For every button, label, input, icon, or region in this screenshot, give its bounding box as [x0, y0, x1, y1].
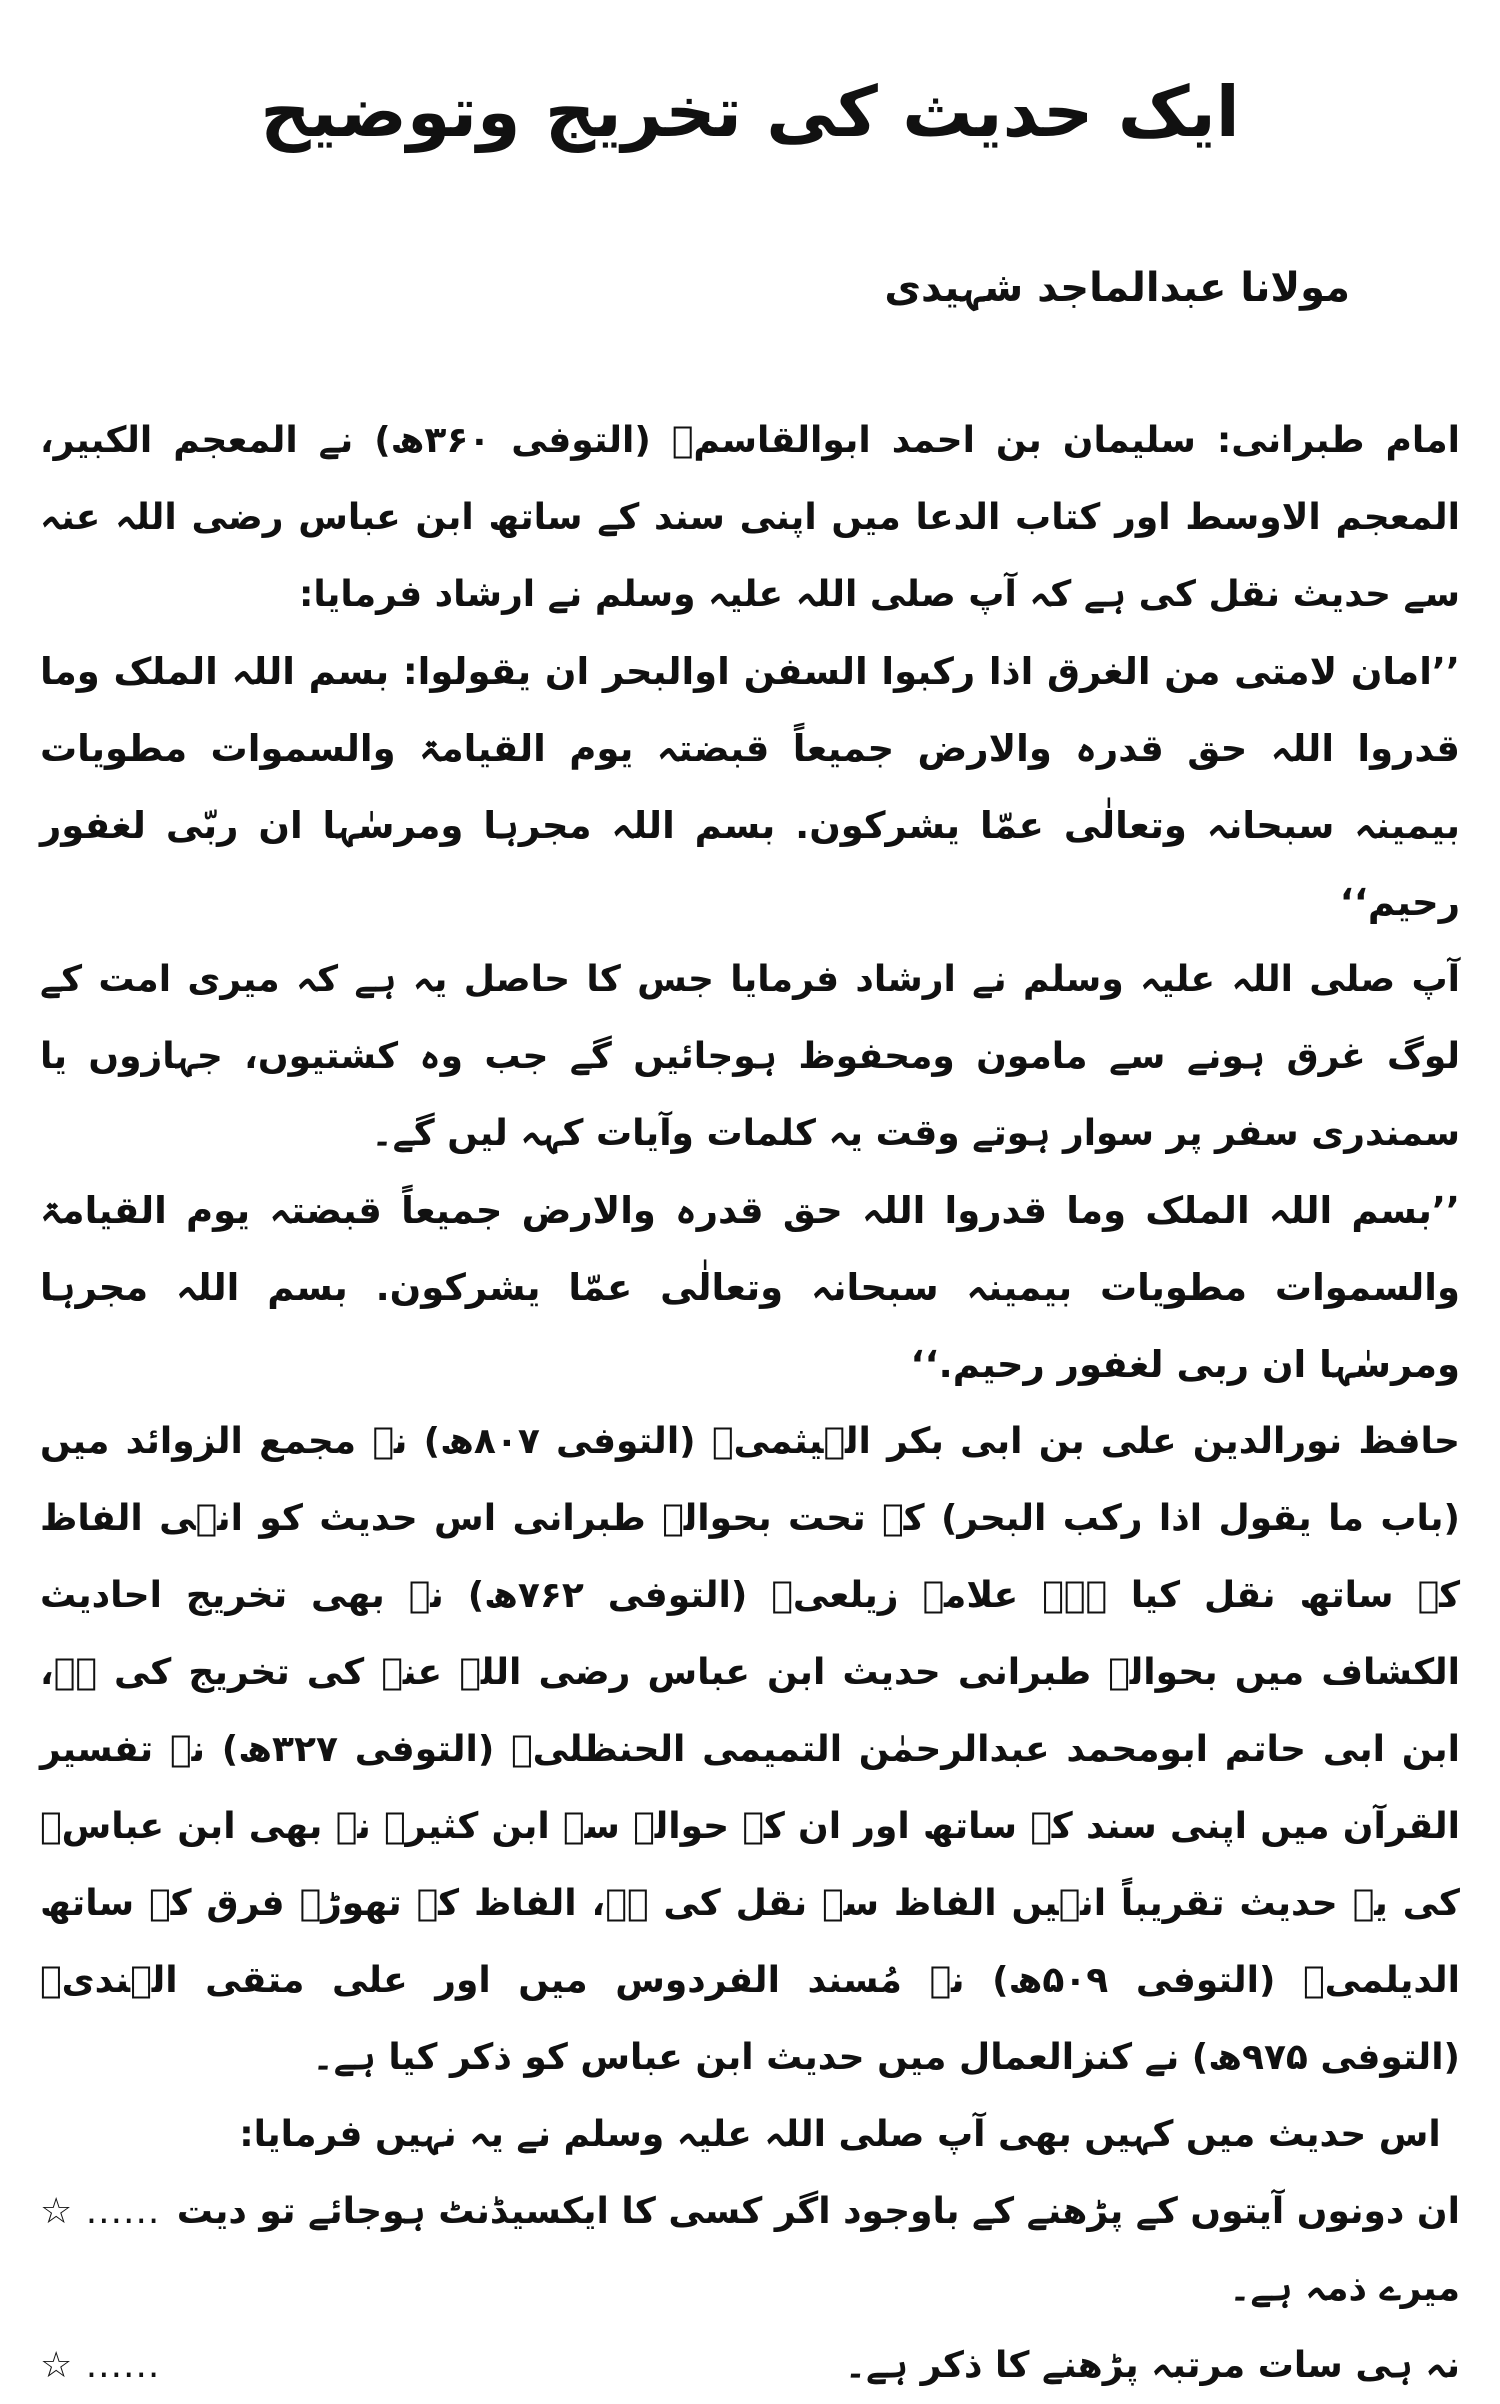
list-item	[40, 2327, 1460, 2404]
verses-arabic-text: ’’بسم اللہ الملک وما قدروا اللہ حق قدرہ والارض جمیعاً قبضتہ یوم القیامۃ والسموات مطویات بیمینہ سبحانہ وتعالٰی عمّا یشرکون. بسم اللہ مجرہا ومرسٰہا ان ربی لغفور رحیم.‘‘	[40, 1189, 1460, 1386]
author-name: مولانا عبدالماجد شہیدی	[884, 265, 1350, 311]
list-item	[40, 2173, 1460, 2327]
article-title: ایک حدیث کی تخریج وتوضیح	[260, 71, 1240, 153]
list-item-text: ان دونوں آیتوں کے پڑھنے کے باوجود اگر کسی کا ایکسیڈنٹ ہوجائے تو دیت میرے ذمہ ہے۔	[176, 2191, 1460, 2309]
clarification-heading: اس حدیث میں کہیں بھی آپ صلی اللہ علیہ وسلم نے یہ نہیں فرمایا:	[239, 2114, 1441, 2155]
intro-paragraph: امام طبرانی: سلیمان بن احمد ابوالقاسمؒ (التوفی ۳۶۰ھ) نے المعجم الکبیر، المعجم الاوسط اور کتاب الدعا میں اپنی سند کے ساتھ ابن عباس رضی اللہ عنہ سے حدیث نقل کی ہے کہ آپ صلی اللہ علیہ وسلم نے ارشاد فرمایا:	[40, 420, 1460, 615]
list-item-text: نہ ہی سات مرتبہ پڑھنے کا ذکر ہے۔	[844, 2345, 1460, 2386]
hadith-translation-paragraph: آپ صلی اللہ علیہ وسلم نے ارشاد فرمایا جس کا حاصل یہ ہے کہ میری امت کے لوگ غرق ہونے سے مامون ومحفوظ ہوجائیں گے جب وہ کشتیوں، جہازوں یا سمندری سفر پر سوار ہوتے وقت یہ کلمات وآیات کہہ لیں گے۔	[40, 959, 1460, 1154]
star-icon: ☆ ......	[40, 2345, 161, 2386]
references-paragraph: حافظ نورالدین علی بن ابی بکر الہیثمیؒ (التوفی ۸۰۷ھ) نے مجمع الزوائد میں (باب ما یقول اذا رکب البحر) کے تحت بحوالہ طبرانی اس حدیث کو انہی الفاظ کے ساتھ نقل کیا ہے۔ علامہ زیلعیؒ (التوفی ۷۶۲ھ) نے بھی تخریج احادیث الکشاف میں بحوالہ طبرانی حدیث ابن عباس رضی اللہ عنہ کی تخریج کی ہے، ابن ابی حاتم ابومحمد عبدالرحمٰن التمیمی الحنظلیؒ (التوفی ۳۲۷ھ) نے تفسیر القرآن میں اپنی سند کے ساتھ اور ان کے حوالے سے ابن کثیرؒ نے بھی ابن عباسؓ کی یہ حدیث تقریباً انہیں الفاظ سے نقل کی ہے، الفاظ کے تھوڑے فرق کے ساتھ الدیلمیؒ (التوفی ۵۰۹ھ) نے مُسند الفردوس میں اور علی متقی الہندیؒ (التوفی ۹۷۵ھ) نے کنزالعمال میں حدیث ابن عباس کو ذکر کیا ہے۔	[40, 1421, 1461, 2078]
star-icon: ☆ ......	[40, 2191, 161, 2232]
hadith-arabic-text: ’’امان لامتی من الغرق اذا رکبوا السفن اوالبحر ان یقولوا: بسم اللہ الملک وما قدروا اللہ حق قدرہ والارض جمیعاً قبضتہ یوم القیامۃ والسموات مطویات بیمینہ سبحانہ وتعالٰی عمّا یشرکون. بسم اللہ مجرہا ومرسٰہا ان ربّی لغفور رحیم‘‘	[40, 650, 1460, 924]
